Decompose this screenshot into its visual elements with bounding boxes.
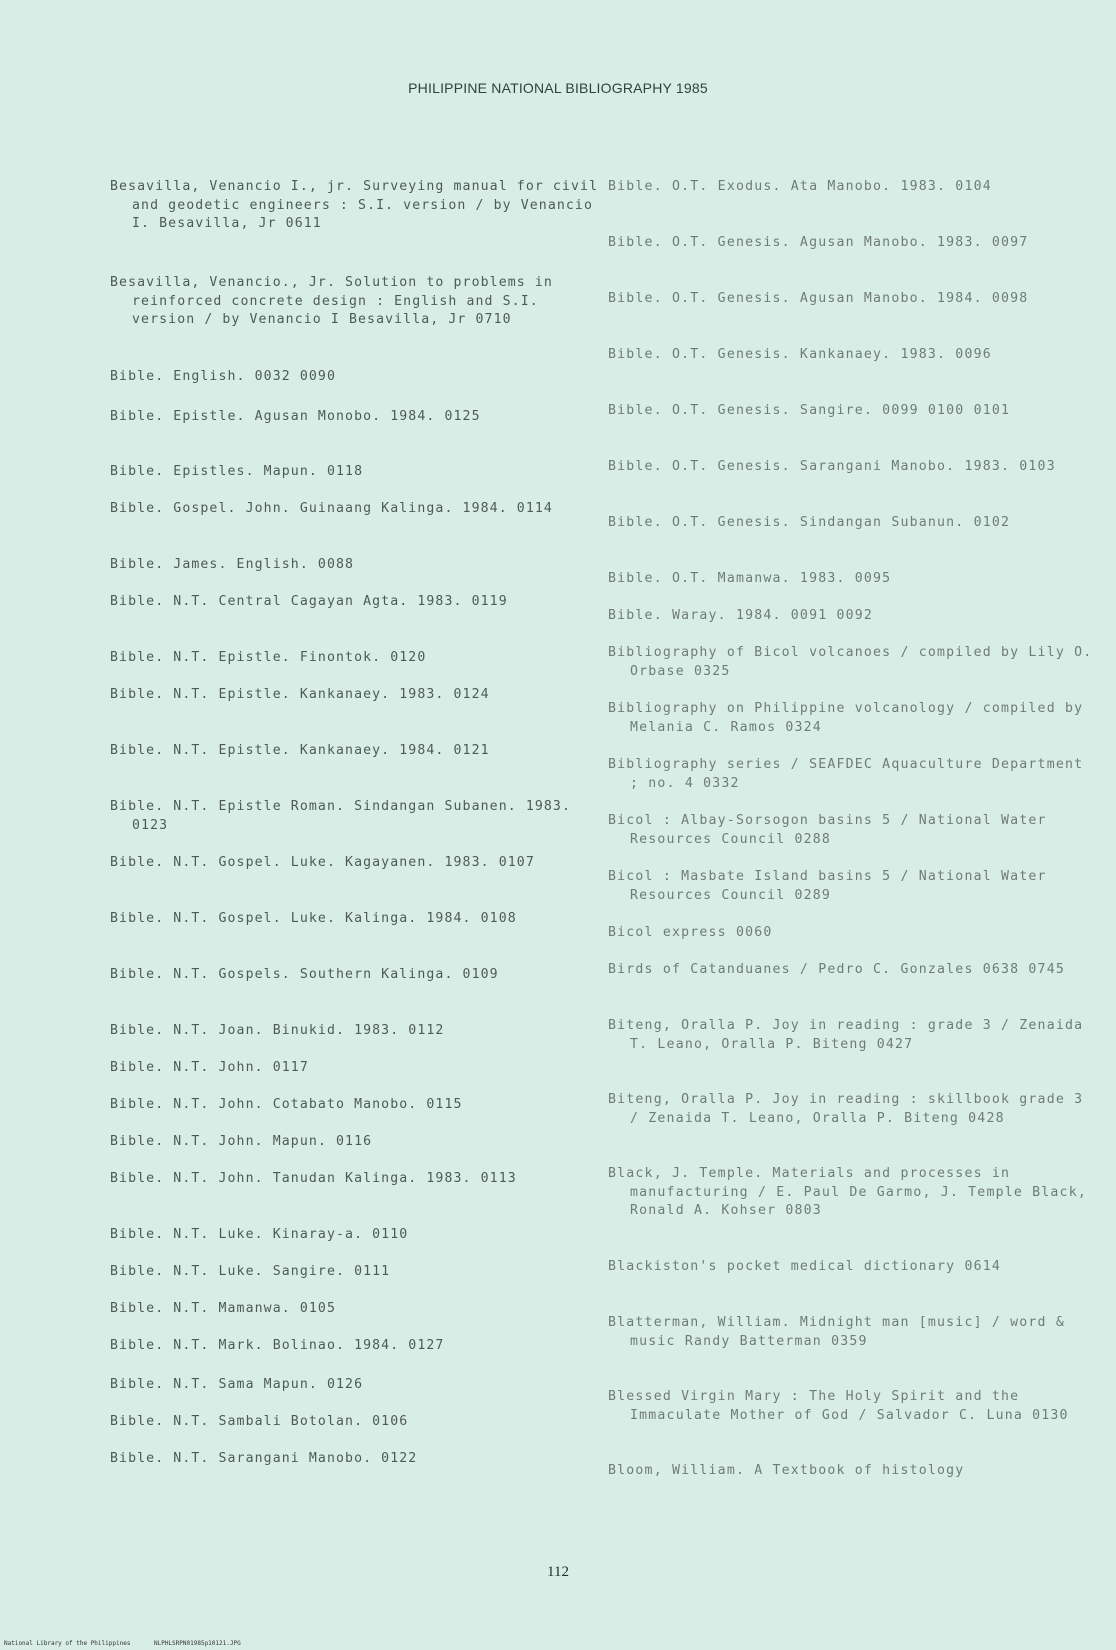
index-entry: Bible. O.T. Genesis. Sindangan Subanun. 0102 bbox=[608, 515, 1011, 530]
index-entry: Bible. N.T. Epistle Roman. Sindangan Subanen. 1983. 0123 bbox=[110, 799, 572, 833]
index-entry: Bibliography of Bicol volcanoes / compiled by Lily O. Orbase 0325 bbox=[608, 645, 1093, 679]
index-entry: Blessed Virgin Mary : The Holy Spirit and the Immaculate Mother of God / Salvador C. Luna 0130 bbox=[608, 1389, 1069, 1423]
index-entry: Bible. N.T. Epistle. Finontok. 0120 bbox=[110, 650, 427, 665]
index-entry: Bible. N.T. Epistle. Kankanaey. 1984. 0121 bbox=[110, 743, 490, 758]
index-entry: Bible. N.T. John. Mapun. 0116 bbox=[110, 1134, 373, 1149]
index-entry: Bible. O.T. Genesis. Sarangani Manobo. 1983. 0103 bbox=[608, 459, 1056, 474]
index-entry: Blatterman, William. Midnight man [music] / word & music Randy Batterman 0359 bbox=[608, 1315, 1065, 1349]
index-entry: Bible. O.T. Genesis. Agusan Manobo. 1983. 0097 bbox=[608, 235, 1029, 250]
index-entry: Bible. N.T. John. 0117 bbox=[110, 1060, 309, 1075]
index-entry: Bible. O.T. Exodus. Ata Manobo. 1983. 0104 bbox=[608, 179, 992, 194]
index-entry: Bible. Gospel. John. Guinaang Kalinga. 1984. 0114 bbox=[110, 501, 553, 516]
index-entry: Birds of Catanduanes / Pedro C. Gonzales 0638 0745 bbox=[608, 962, 1065, 977]
index-entry: Bible. N.T. Sama Mapun. 0126 bbox=[110, 1377, 364, 1392]
index-entry: Besavilla, Venancio., Jr. Solution to problems in reinforced concrete design : English and S.I. version / by Venancio I Besavilla, Jr 0710 bbox=[110, 275, 553, 327]
index-entry: Bible. English. 0032 0090 bbox=[110, 369, 336, 384]
index-entry: Bible. N.T. Gospel. Luke. Kagayanen. 1983. 0107 bbox=[110, 855, 535, 870]
index-entry: Bible. N.T. Sarangani Manobo. 0122 bbox=[110, 1451, 418, 1466]
index-entry: Bible. O.T. Genesis. Sangire. 0099 0100 0101 bbox=[608, 403, 1011, 418]
index-entry: Bible. Waray. 1984. 0091 0092 bbox=[608, 608, 874, 623]
index-entry: Bible. N.T. John. Tanudan Kalinga. 1983. 0113 bbox=[110, 1171, 517, 1186]
index-entry: Bible. N.T. Epistle. Kankanaey. 1983. 0124 bbox=[110, 687, 490, 702]
index-entry: Bible. N.T. John. Cotabato Manobo. 0115 bbox=[110, 1097, 463, 1112]
index-entry: Bible. O.T. Mamanwa. 1983. 0095 bbox=[608, 571, 892, 586]
index-entry: Bible. N.T. Luke. Sangire. 0111 bbox=[110, 1264, 391, 1279]
index-entry: Bible. N.T. Gospels. Southern Kalinga. 0109 bbox=[110, 967, 499, 982]
index-entry: Bibliography series / SEAFDEC Aquaculture Department ; no. 4 0332 bbox=[608, 757, 1084, 791]
index-entry: Bible. N.T. Gospel. Luke. Kalinga. 1984. 0108 bbox=[110, 911, 517, 926]
index-entry: Biteng, Oralla P. Joy in reading : skillbook grade 3 / Zenaida T. Leano, Oralla P. Biteng 0428 bbox=[608, 1092, 1084, 1126]
index-entry: Bible. N.T. Central Cagayan Agta. 1983. 0119 bbox=[110, 594, 508, 609]
index-entry: Bicol : Masbate Island basins 5 / National Water Resources Council 0289 bbox=[608, 869, 1047, 903]
page-number: 112 bbox=[547, 1564, 569, 1580]
index-entry: Bible. N.T. Luke. Kinaray-a. 0110 bbox=[110, 1227, 409, 1242]
index-entry: Bicol express 0060 bbox=[608, 925, 773, 940]
footer-library-credit: National Library of the Philippines bbox=[4, 1640, 131, 1647]
index-entry: Bible. Epistles. Mapun. 0118 bbox=[110, 464, 364, 479]
index-entry: Bloom, William. A Textbook of histology bbox=[608, 1463, 965, 1478]
index-entry: Bible. James. English. 0088 bbox=[110, 557, 355, 572]
index-entry: Bible. O.T. Genesis. Kankanaey. 1983. 0096 bbox=[608, 347, 992, 362]
index-entry: Bibliography on Philippine volcanology / compiled by Melania C. Ramos 0324 bbox=[608, 701, 1084, 735]
index-entry: Bicol : Albay-Sorsogon basins 5 / National Water Resources Council 0288 bbox=[608, 813, 1047, 847]
index-entry: Bible. Epistle. Agusan Monobo. 1984. 0125 bbox=[110, 409, 481, 424]
index-entry: Blackiston's pocket medical dictionary 0614 bbox=[608, 1259, 1002, 1274]
index-entry: Besavilla, Venancio I., jr. Surveying manual for civil and geodetic engineers : S.I. version / by Venancio I. Besavilla, Jr 0611 bbox=[110, 179, 599, 231]
index-entry: Black, J. Temple. Materials and processes in manufacturing / E. Paul De Garmo, J. Temple Black, Ronald A. Kohser 0803 bbox=[608, 1166, 1087, 1218]
index-entry: Bible. N.T. Sambali Botolan. 0106 bbox=[110, 1414, 409, 1429]
index-entry: Bible. O.T. Genesis. Agusan Manobo. 1984. 0098 bbox=[608, 291, 1029, 306]
index-entry: Bible. N.T. Mark. Bolinao. 1984. 0127 bbox=[110, 1338, 445, 1353]
footer-file-name: NLPHLSRPN01985p10121.JPG bbox=[154, 1640, 241, 1647]
index-entry: Bible. N.T. Joan. Binukid. 1983. 0112 bbox=[110, 1023, 445, 1038]
index-entry: Bible. N.T. Mamanwa. 0105 bbox=[110, 1301, 336, 1316]
page-title: PHILIPPINE NATIONAL BIBLIOGRAPHY 1985 bbox=[408, 80, 708, 96]
index-entry: Biteng, Oralla P. Joy in reading : grade 3 / Zenaida T. Leano, Oralla P. Biteng 0427 bbox=[608, 1018, 1084, 1052]
